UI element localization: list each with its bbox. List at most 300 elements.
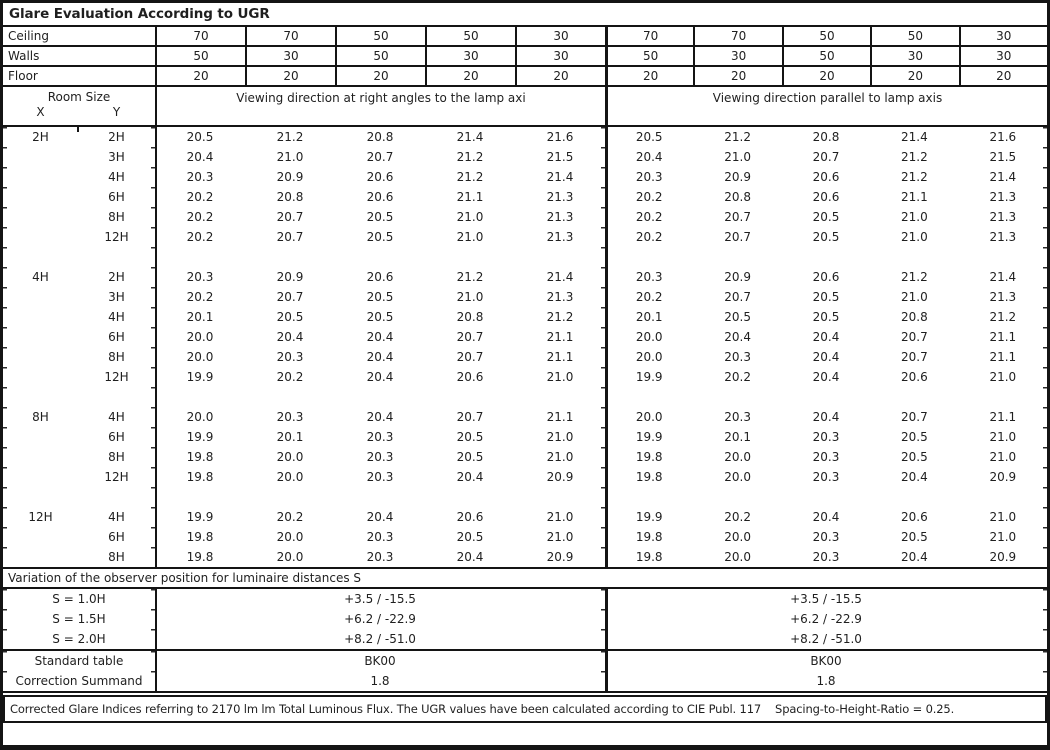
ugr-value: 20.0 (635, 410, 663, 424)
ugr-row (3, 407, 1047, 427)
ugr-value: 20.6 (456, 510, 484, 524)
vertical-divider-halves (605, 651, 608, 691)
room-y-label: 4H (108, 410, 125, 424)
ugr-value: 19.9 (186, 430, 214, 444)
surface-value: 20 (605, 67, 693, 85)
ugr-value: 21.4 (901, 130, 928, 144)
room-y-label: 8H (108, 450, 125, 464)
room-y-label: 6H (108, 330, 125, 344)
ugr-value: 20.2 (186, 210, 214, 224)
room-y-label: 8H (108, 210, 125, 224)
ugr-value: 21.2 (901, 170, 928, 184)
room-x-label (3, 187, 78, 207)
ugr-value: 20.4 (276, 330, 304, 344)
ugr-value: 21.3 (989, 210, 1017, 224)
room-size-axes (3, 105, 155, 119)
ugr-value: 21.0 (546, 370, 574, 384)
ugr-value: 20.8 (456, 310, 484, 324)
ugr-value: 20.2 (635, 290, 663, 304)
ugr-value: 20.2 (186, 230, 214, 244)
room-y-label: 8H (108, 350, 125, 364)
ugr-value: 20.7 (456, 350, 484, 364)
summary-section (3, 651, 1047, 693)
ugr-value: 21.0 (901, 230, 928, 244)
ugr-value: 20.4 (456, 470, 484, 484)
room-y-label: 6H (108, 530, 125, 544)
ugr-value: 20.5 (366, 210, 394, 224)
surface-value: 50 (425, 27, 515, 45)
ugr-value: 20.1 (724, 430, 751, 444)
ugr-value: 20.0 (186, 410, 214, 424)
ugr-value: 19.8 (635, 470, 663, 484)
ugr-value: 20.5 (812, 310, 840, 324)
ugr-value: 20.8 (276, 190, 304, 204)
room-x-label (3, 467, 78, 487)
ugr-value: 20.7 (276, 230, 304, 244)
ugr-value: 21.3 (546, 230, 574, 244)
variation-row-value-left: +3.5 / -15.5 (344, 592, 416, 606)
surface-value: 30 (959, 27, 1047, 45)
room-x-label: 4H (32, 270, 49, 284)
ugr-value: 20.3 (812, 450, 840, 464)
surface-value: 20 (693, 67, 781, 85)
ugr-value: 20.7 (276, 210, 304, 224)
ugr-row (3, 347, 1047, 367)
ugr-value: 19.8 (186, 550, 214, 564)
ugr-value: 20.7 (724, 230, 751, 244)
ugr-value: 21.0 (989, 370, 1017, 384)
variation-row-value-left: +6.2 / -22.9 (344, 612, 416, 626)
row-tick-marks (3, 651, 7, 691)
ugr-value: 20.2 (635, 230, 663, 244)
variation-row-value-right: +6.2 / -22.9 (790, 612, 862, 626)
surface-row (3, 67, 1047, 87)
room-x-label (3, 527, 78, 547)
ugr-value: 19.8 (186, 470, 214, 484)
ugr-value: 20.4 (812, 410, 840, 424)
ugr-row (3, 427, 1047, 447)
surface-reflectance-rows (3, 27, 1047, 87)
summary-row-label: Correction Summand (15, 674, 143, 688)
surface-value: 30 (693, 47, 781, 65)
variation-row-label: S = 2.0H (52, 632, 106, 646)
variation-section (3, 589, 1047, 651)
ugr-value: 20.6 (901, 510, 928, 524)
ugr-value: 20.3 (366, 530, 394, 544)
room-x-label (3, 547, 78, 567)
ugr-value: 21.0 (276, 150, 304, 164)
ugr-value: 20.5 (812, 210, 840, 224)
ugr-value: 20.3 (276, 410, 304, 424)
ugr-value: 20.9 (724, 270, 751, 284)
ugr-value: 21.1 (901, 190, 928, 204)
row-tick-marks-left-edge (3, 127, 7, 567)
ugr-value: 21.2 (456, 270, 484, 284)
ugr-value: 21.0 (546, 530, 574, 544)
ugr-value: 21.0 (989, 450, 1017, 464)
room-x-label: 12H (28, 510, 53, 524)
viewing-direction-parallel-header: Viewing direction parallel to lamp axis (605, 87, 1047, 125)
ugr-value: 19.9 (635, 370, 663, 384)
ugr-value: 21.1 (989, 330, 1017, 344)
ugr-value: 21.3 (546, 190, 574, 204)
ugr-value: 20.3 (812, 530, 840, 544)
ugr-value: 20.7 (456, 410, 484, 424)
ugr-value: 20.4 (366, 350, 394, 364)
ugr-value: 20.6 (901, 370, 928, 384)
summary-row-value-left: 1.8 (370, 674, 390, 688)
ugr-value: 19.9 (186, 510, 214, 524)
block-gap-row (3, 247, 1047, 267)
ugr-value: 20.6 (366, 270, 394, 284)
ugr-value: 20.3 (186, 170, 214, 184)
ugr-value: 20.5 (456, 530, 484, 544)
column-header-row (3, 87, 1047, 127)
room-y-label: 12H (104, 230, 129, 244)
ugr-value: 21.0 (546, 510, 574, 524)
ugr-row (3, 187, 1047, 207)
surface-value: 20 (245, 67, 335, 85)
ugr-value: 20.3 (366, 470, 394, 484)
ugr-value: 19.8 (635, 530, 663, 544)
surface-value: 20 (870, 67, 958, 85)
variation-row-value-right: +3.5 / -15.5 (790, 592, 862, 606)
ugr-value: 21.0 (456, 290, 484, 304)
ugr-value: 20.3 (635, 170, 663, 184)
ugr-value: 20.5 (366, 310, 394, 324)
surface-value: 70 (155, 27, 245, 45)
surface-value: 30 (425, 47, 515, 65)
summary-row-value-right: 1.8 (816, 674, 836, 688)
surface-value: 30 (870, 47, 958, 65)
surface-value: 20 (959, 67, 1047, 85)
ugr-value: 21.3 (546, 210, 574, 224)
ugr-row (3, 147, 1047, 167)
ugr-value: 20.2 (276, 510, 304, 524)
ugr-row (3, 507, 1047, 527)
ugr-value: 21.3 (546, 290, 574, 304)
ugr-value: 20.9 (276, 270, 304, 284)
ugr-value: 21.0 (901, 290, 928, 304)
ugr-value: 21.0 (456, 210, 484, 224)
ugr-value: 21.2 (276, 130, 304, 144)
ugr-value: 21.6 (546, 130, 574, 144)
ugr-value: 20.7 (724, 290, 751, 304)
ugr-value: 21.1 (546, 350, 574, 364)
ugr-value: 21.3 (989, 290, 1017, 304)
ugr-row (3, 327, 1047, 347)
ugr-row (3, 127, 1047, 147)
row-tick-marks (1043, 589, 1047, 649)
room-y-label: 3H (108, 150, 125, 164)
block-gap-row (3, 487, 1047, 507)
surface-value: 30 (515, 27, 605, 45)
ugr-value: 20.8 (724, 190, 751, 204)
ugr-values-area (3, 127, 1047, 569)
surface-value: 50 (605, 47, 693, 65)
room-x-label (3, 287, 78, 307)
room-x-label (3, 307, 78, 327)
surface-value: 20 (335, 67, 425, 85)
ugr-value: 20.4 (812, 350, 840, 364)
surface-value: 20 (782, 67, 870, 85)
room-x-label (3, 447, 78, 467)
ugr-value: 20.4 (186, 150, 214, 164)
ugr-value: 20.2 (186, 190, 214, 204)
ugr-value: 20.8 (901, 310, 928, 324)
room-x-label (3, 207, 78, 227)
ugr-value: 21.4 (456, 130, 484, 144)
surface-value: 70 (693, 27, 781, 45)
ugr-value: 20.5 (901, 430, 928, 444)
ugr-value: 20.0 (276, 530, 304, 544)
ugr-value: 21.0 (901, 210, 928, 224)
ugr-row (3, 307, 1047, 327)
summary-row-label: Standard table (34, 654, 124, 668)
room-y-label: 12H (104, 370, 129, 384)
room-size-label: Room Size (47, 90, 111, 104)
ugr-value: 20.4 (366, 410, 394, 424)
ugr-row (3, 467, 1047, 487)
ugr-value: 21.2 (546, 310, 574, 324)
ugr-value: 21.5 (546, 150, 574, 164)
surface-value: 50 (155, 47, 245, 65)
surface-label: Ceiling (8, 29, 49, 43)
x-axis-label: X (36, 105, 45, 119)
ugr-value: 21.3 (989, 230, 1017, 244)
ugr-row (3, 447, 1047, 467)
ugr-value: 20.1 (635, 310, 663, 324)
ugr-value: 21.2 (724, 130, 751, 144)
ugr-value: 20.2 (724, 370, 751, 384)
ugr-value: 21.0 (546, 450, 574, 464)
ugr-value: 21.2 (989, 310, 1017, 324)
ugr-value: 21.6 (989, 130, 1017, 144)
ugr-value: 20.3 (812, 430, 840, 444)
ugr-value: 20.5 (724, 310, 751, 324)
variation-row (3, 629, 1047, 649)
ugr-value: 20.2 (276, 370, 304, 384)
ugr-value: 20.4 (901, 550, 928, 564)
room-y-label: 4H (108, 510, 125, 524)
ugr-value: 21.1 (989, 410, 1017, 424)
room-y-label: 12H (104, 470, 129, 484)
ugr-value: 21.0 (546, 430, 574, 444)
ugr-value: 21.0 (989, 510, 1017, 524)
ugr-value: 20.2 (724, 510, 751, 524)
vertical-divider-halves (605, 127, 608, 567)
room-x-label (3, 227, 78, 247)
ugr-value: 20.0 (276, 550, 304, 564)
y-axis-label: Y (112, 105, 121, 119)
ugr-value: 21.0 (456, 230, 484, 244)
row-tick-marks (1043, 651, 1047, 691)
summary-row (3, 651, 1047, 671)
ugr-row (3, 207, 1047, 227)
ugr-value: 20.3 (366, 430, 394, 444)
ugr-value: 20.2 (635, 190, 663, 204)
ugr-value: 20.9 (989, 550, 1017, 564)
ugr-value: 20.6 (366, 190, 394, 204)
variation-row-value-left: +8.2 / -51.0 (344, 632, 416, 646)
ugr-value: 21.5 (989, 150, 1017, 164)
ugr-value: 20.6 (812, 270, 840, 284)
ugr-value: 21.1 (456, 190, 484, 204)
ugr-row (3, 287, 1047, 307)
ugr-value: 20.3 (812, 470, 840, 484)
surface-label: Walls (8, 49, 40, 63)
ugr-value: 20.5 (366, 290, 394, 304)
ugr-value: 20.7 (901, 410, 928, 424)
ugr-value: 20.3 (276, 350, 304, 364)
surface-value: 20 (155, 67, 245, 85)
ugr-value: 21.2 (456, 170, 484, 184)
ugr-value: 20.8 (812, 130, 840, 144)
ugr-value: 20.3 (366, 450, 394, 464)
ugr-value: 20.3 (724, 410, 751, 424)
surface-value: 20 (515, 67, 605, 85)
surface-row (3, 47, 1047, 67)
surface-value: 70 (605, 27, 693, 45)
surface-value: 30 (959, 47, 1047, 65)
ugr-value: 20.2 (186, 290, 214, 304)
ugr-value: 20.0 (724, 550, 751, 564)
ugr-value: 20.9 (724, 170, 751, 184)
ugr-value: 21.1 (989, 350, 1017, 364)
surface-row (3, 27, 1047, 47)
ugr-value: 21.2 (901, 270, 928, 284)
ugr-value: 20.0 (724, 470, 751, 484)
ugr-value: 20.6 (812, 190, 840, 204)
ugr-value: 20.7 (812, 150, 840, 164)
surface-value: 70 (245, 27, 335, 45)
ugr-value: 20.3 (812, 550, 840, 564)
room-x-label (3, 327, 78, 347)
footer-note: Corrected Glare Indices referring to 2170 lm lm Total Luminous Flux. The UGR values have been calculated according to CIE Publ. 117 Spacing-to-Height-Ratio = 0.25. (3, 695, 1047, 723)
room-y-label: 6H (108, 190, 125, 204)
ugr-row (3, 267, 1047, 287)
summary-row (3, 671, 1047, 691)
ugr-value: 19.8 (635, 550, 663, 564)
room-x-label: 2H (32, 130, 49, 144)
room-x-label (3, 347, 78, 367)
row-tick-marks (3, 589, 7, 649)
ugr-value: 21.4 (546, 270, 574, 284)
page-title: Glare Evaluation According to UGR (3, 3, 1047, 27)
ugr-row (3, 167, 1047, 187)
room-x-label (3, 167, 78, 187)
ugr-value: 20.1 (276, 430, 304, 444)
ugr-value: 20.0 (635, 330, 663, 344)
surface-value: 50 (335, 47, 425, 65)
ugr-value: 20.9 (276, 170, 304, 184)
ugr-value: 20.5 (456, 450, 484, 464)
summary-row-value-right: BK00 (810, 654, 842, 668)
room-y-label: 8H (108, 550, 125, 564)
viewing-direction-right-angles-header: Viewing direction at right angles to the lamp axi (155, 87, 605, 125)
ugr-value: 20.0 (186, 330, 214, 344)
ugr-value: 20.3 (724, 350, 751, 364)
ugr-value: 21.4 (989, 170, 1017, 184)
ugr-value: 20.5 (276, 310, 304, 324)
ugr-value: 20.5 (456, 430, 484, 444)
ugr-value: 20.4 (635, 150, 663, 164)
surface-value: 50 (870, 27, 958, 45)
surface-value: 30 (515, 47, 605, 65)
variation-row-label: S = 1.5H (52, 612, 106, 626)
room-y-label: 2H (108, 130, 125, 144)
row-tick-marks (601, 589, 605, 649)
ugr-value: 21.4 (546, 170, 574, 184)
ugr-value: 20.0 (276, 450, 304, 464)
ugr-value: 20.6 (456, 370, 484, 384)
ugr-value: 20.3 (366, 550, 394, 564)
ugr-value: 19.9 (635, 510, 663, 524)
surface-value: 20 (425, 67, 515, 85)
surface-label: Floor (8, 69, 38, 83)
ugr-value: 20.9 (989, 470, 1017, 484)
ugr-value: 21.0 (989, 430, 1017, 444)
ugr-value: 19.9 (186, 370, 214, 384)
room-y-label: 6H (108, 430, 125, 444)
ugr-value: 20.5 (812, 290, 840, 304)
ugr-value: 20.7 (901, 330, 928, 344)
vertical-divider-labels (155, 127, 157, 567)
ugr-value: 20.5 (635, 130, 663, 144)
ugr-value: 20.5 (812, 230, 840, 244)
room-x-label: 8H (32, 410, 49, 424)
ugr-value: 19.8 (186, 450, 214, 464)
ugr-value: 20.0 (724, 450, 751, 464)
row-tick-marks (601, 651, 605, 691)
ugr-value: 19.8 (635, 450, 663, 464)
ugr-value: 20.3 (635, 270, 663, 284)
variation-row-label: S = 1.0H (52, 592, 106, 606)
surface-value: 30 (245, 47, 335, 65)
ugr-row (3, 227, 1047, 247)
ugr-row (3, 547, 1047, 567)
ugr-value: 20.4 (812, 510, 840, 524)
ugr-value: 21.1 (546, 410, 574, 424)
vertical-divider-labels (155, 651, 157, 691)
surface-value: 50 (782, 27, 870, 45)
ugr-value: 20.5 (901, 530, 928, 544)
ugr-value: 21.0 (989, 530, 1017, 544)
ugr-value: 20.7 (366, 150, 394, 164)
ugr-value: 20.2 (635, 210, 663, 224)
ugr-value: 20.4 (812, 370, 840, 384)
ugr-value: 20.4 (366, 330, 394, 344)
ugr-value: 20.0 (635, 350, 663, 364)
row-tick-marks (151, 651, 155, 691)
ugr-value: 20.7 (276, 290, 304, 304)
ugr-row (3, 527, 1047, 547)
variation-row-value-right: +8.2 / -51.0 (790, 632, 862, 646)
block-gap-row (3, 387, 1047, 407)
ugr-value: 20.6 (366, 170, 394, 184)
ugr-value: 20.9 (546, 470, 574, 484)
room-y-label: 4H (108, 310, 125, 324)
ugr-value: 20.3 (186, 270, 214, 284)
ugr-value: 21.2 (456, 150, 484, 164)
ugr-value: 20.9 (546, 550, 574, 564)
ugr-value: 20.1 (186, 310, 214, 324)
ugr-value: 20.5 (186, 130, 214, 144)
ugr-value: 20.5 (366, 230, 394, 244)
ugr-value: 20.0 (276, 470, 304, 484)
summary-row-value-left: BK00 (364, 654, 396, 668)
variation-row (3, 609, 1047, 629)
